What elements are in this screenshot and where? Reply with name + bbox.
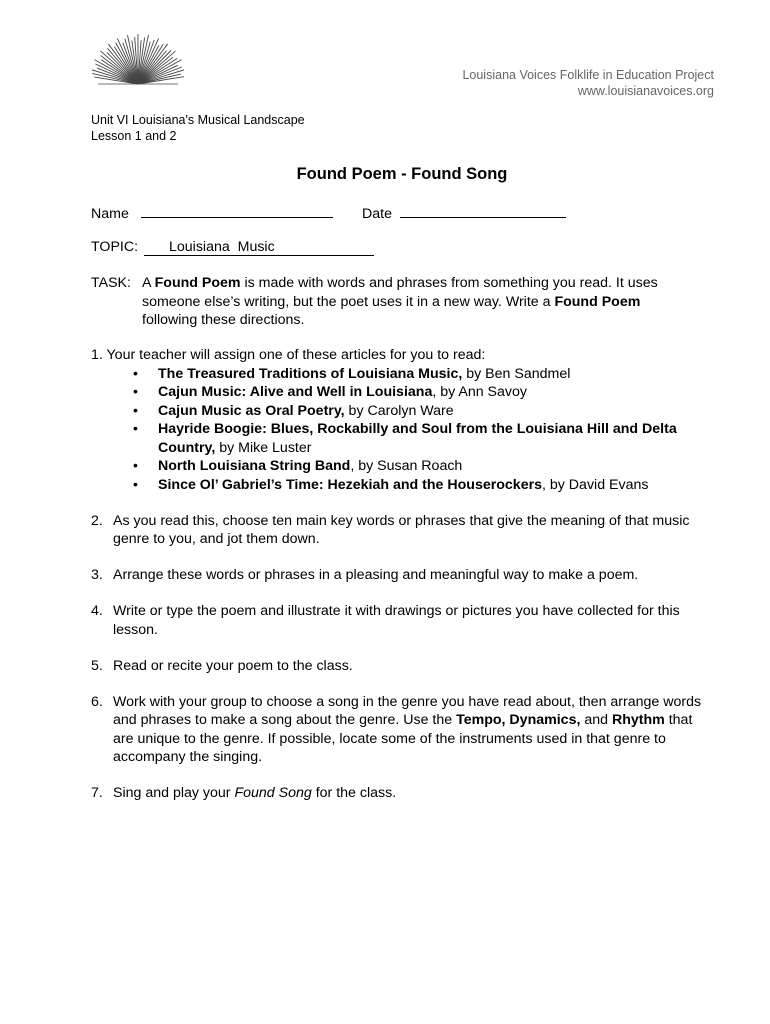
step-text: that are unique to the genre. If possible, locate some of the instruments used in that genre to accompany the singing. — [113, 712, 693, 765]
step-text: Work with your group to choose a song in the genre you have read about, then arrange words and phrases to make a song about the genre. Use the — [113, 693, 702, 728]
step-7 — [91, 784, 716, 803]
article-list — [91, 365, 716, 495]
bullet: • — [133, 384, 138, 400]
unit-title: Unit VI Louisiana's Musical Landscape — [91, 113, 305, 127]
article-author: , by Susan Roach — [350, 458, 463, 474]
step-4 — [91, 602, 716, 639]
topic-field — [91, 239, 374, 256]
date-blank[interactable] — [400, 203, 566, 218]
bullet: • — [133, 421, 138, 437]
task-text: someone else’s writing, but the poet uses it in a new way. Write a — [142, 293, 555, 310]
bullet: • — [133, 458, 138, 474]
article-item — [131, 420, 716, 457]
step-number: 3. — [91, 567, 103, 583]
instructions-list — [91, 346, 716, 803]
task-label: TASK: — [91, 275, 131, 291]
article-author: by Mike Luster — [215, 439, 312, 456]
step-term: Tempo, Dynamics, — [456, 712, 581, 728]
step-text: for the class. — [311, 785, 397, 801]
name-label: Name — [91, 206, 129, 222]
project-url[interactable]: www.louisianavoices.org — [577, 84, 714, 98]
article-title: North Louisiana String Band — [158, 458, 351, 474]
article-title: Cajun Music: Alive and Well in Louisiana — [158, 384, 433, 400]
step-5 — [91, 657, 716, 676]
article-title: Since Ol’ Gabriel’s Time: Hezekiah and the Houserockers — [158, 476, 542, 493]
task-text: following these directions. — [142, 312, 305, 328]
article-title: Hayride Boogie: Blues, Rockabilly and Soul from the Louisiana Hill and Delta Country, — [158, 421, 677, 456]
step-text: Sing and play your — [113, 785, 235, 801]
step-text: Write or type the poem and illustrate it with drawings or pictures you have collected for this lesson. — [113, 603, 680, 638]
page-title: Found Poem - Found Song — [296, 165, 508, 183]
task-section — [91, 274, 711, 330]
unit-info — [91, 112, 305, 144]
louisiana-voices-fan-logo — [92, 28, 184, 92]
article-item — [131, 457, 716, 476]
task-term: Found Poem — [154, 275, 241, 291]
article-author: by Carolyn Ware — [344, 402, 454, 419]
step-number: 7. — [91, 785, 103, 801]
date-field[interactable] — [362, 203, 566, 222]
task-text: A — [142, 275, 155, 291]
article-author: , by David Evans — [542, 476, 649, 493]
bullet: • — [133, 476, 138, 493]
date-label: Date — [362, 206, 392, 222]
article-item — [131, 402, 716, 421]
step-text: Arrange these words or phrases in a pleasing and meaningful way to make a poem. — [113, 567, 639, 583]
article-item — [131, 365, 716, 384]
task-body — [91, 274, 711, 330]
topic-label: TOPIC: — [91, 239, 139, 255]
step-term: Found Song — [234, 785, 312, 801]
name-field[interactable] — [91, 203, 333, 222]
lesson-label: Lesson 1 and 2 — [91, 129, 177, 143]
step-text: Read or recite your poem to the class. — [113, 657, 353, 674]
step-term: Rhythm — [611, 712, 665, 728]
step-text: As you read this, choose ten main key words or phrases that give the meaning of that music genre to you, and jot them down. — [113, 512, 690, 547]
task-term: Found Poem — [554, 293, 641, 310]
bullet: • — [133, 402, 138, 419]
project-name: Louisiana Voices Folklife in Education Project — [462, 68, 714, 82]
step-3 — [91, 566, 716, 585]
article-item — [131, 383, 716, 402]
step-number: 5. — [91, 657, 103, 674]
step-1-text: 1. Your teacher will assign one of these articles for you to read: — [91, 347, 486, 363]
article-title: The Treasured Traditions of Louisiana Music, — [158, 365, 463, 382]
topic-value: Louisiana Music — [144, 240, 374, 256]
step-2 — [91, 512, 716, 549]
task-text: is made with words and phrases from something you read. It uses — [240, 275, 658, 291]
project-header — [462, 67, 714, 99]
article-author: by Ben Sandmel — [462, 365, 571, 382]
step-number: 4. — [91, 603, 103, 619]
article-author: , by Ann Savoy — [432, 384, 527, 400]
step-1 — [91, 346, 716, 494]
article-item — [131, 476, 716, 495]
name-blank[interactable] — [141, 203, 333, 218]
article-title: Cajun Music as Oral Poetry, — [158, 402, 345, 419]
bullet: • — [133, 365, 138, 382]
step-number: 2. — [91, 512, 103, 529]
step-6 — [91, 693, 716, 767]
step-number: 6. — [91, 693, 103, 710]
step-text: and — [580, 712, 612, 728]
